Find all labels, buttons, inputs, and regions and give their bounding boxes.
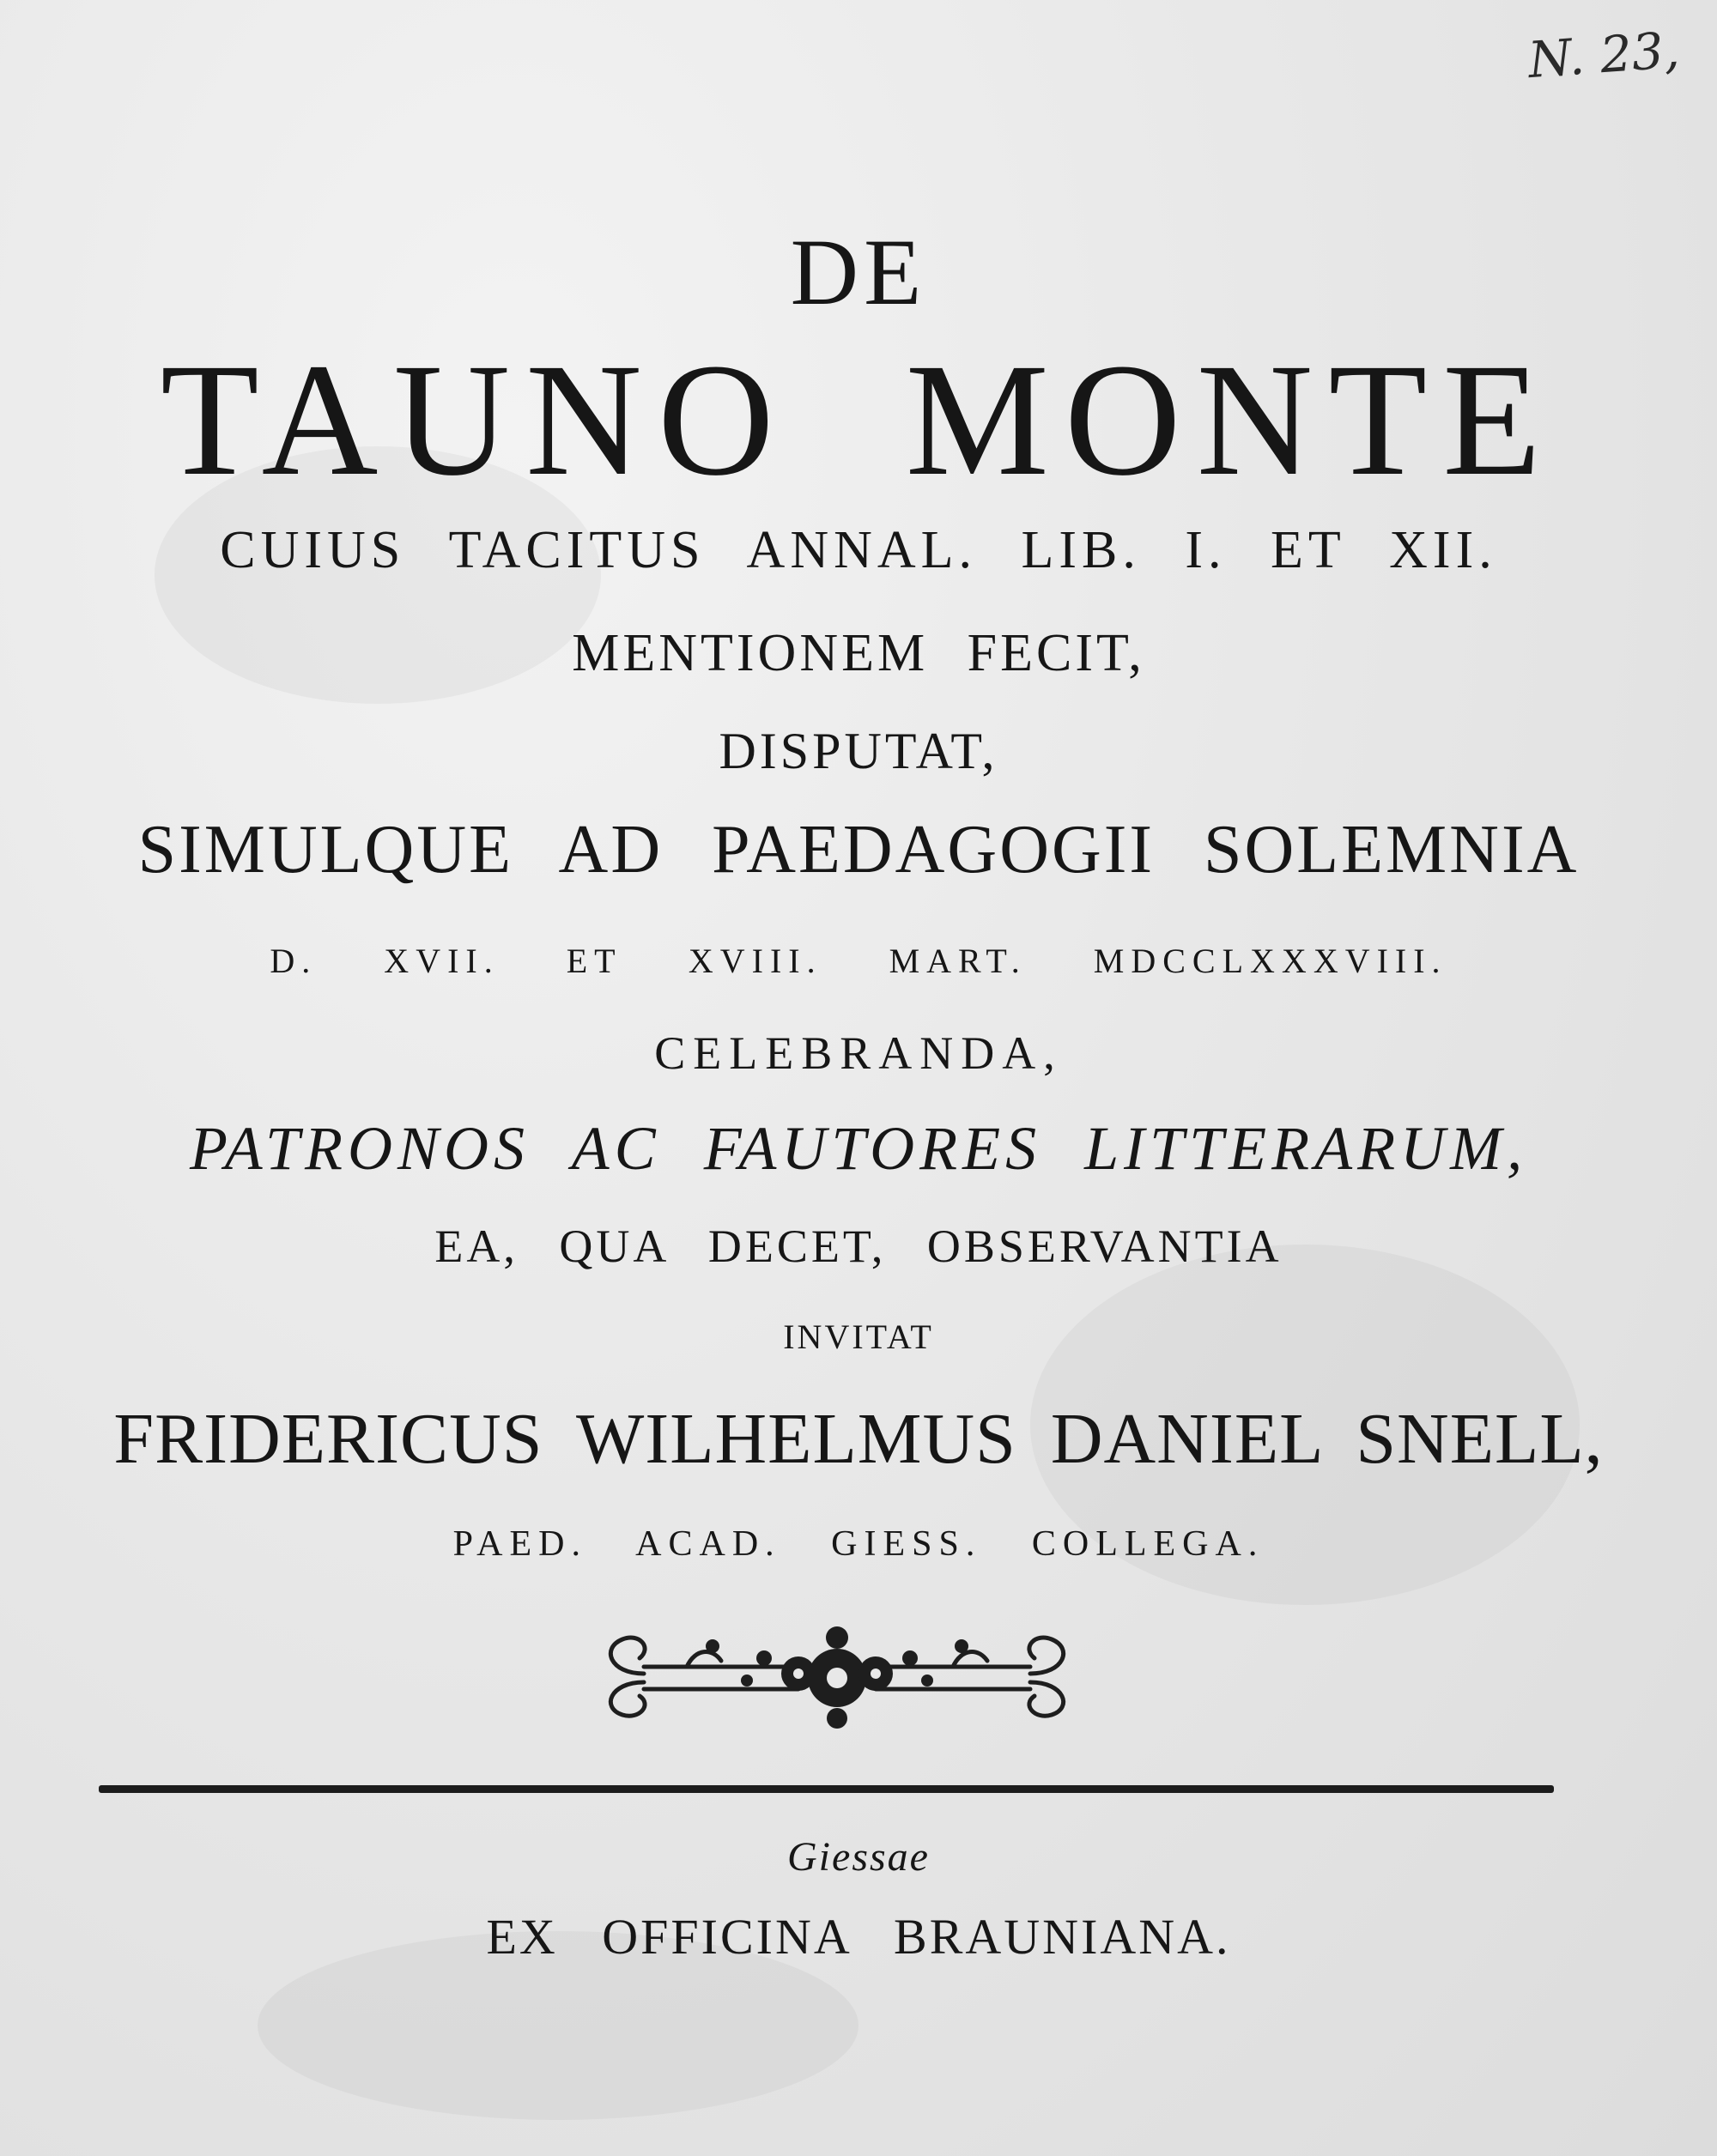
shelf-mark: N. 23, xyxy=(1526,20,1682,90)
subtitle-invitat: INVITAT xyxy=(783,1317,934,1356)
author-name: FRIDERICUS WILHELMUS DANIEL SNELL, xyxy=(113,1399,1604,1479)
subtitle-simulque: SIMULQUE AD PAEDAGOGII SOLEMNIA xyxy=(137,812,1580,887)
subtitle-patronos: PATRONOS AC FAUTORES LITTERARUM, xyxy=(189,1114,1528,1183)
event-date: D. XVII. ET XVIII. MART. MDCCLXXXVIII. xyxy=(270,942,1447,980)
imprint-place: Giessae xyxy=(787,1834,930,1880)
title-prefix: DE xyxy=(790,220,927,324)
horizontal-rule xyxy=(99,1785,1554,1793)
subtitle-celebranda: CELEBRANDA, xyxy=(654,1027,1063,1079)
subtitle-mentionem: MENTIONEM FECIT, xyxy=(572,624,1145,682)
subtitle-disputat: DISPUTAT, xyxy=(719,723,998,779)
author-affiliation: PAED. ACAD. GIESS. COLLEGA. xyxy=(452,1524,1265,1564)
imprint-printer: EX OFFICINA BRAUNIANA. xyxy=(486,1909,1231,1965)
subtitle-ea-qua: EA, QUA DECET, OBSERVANTIA xyxy=(434,1220,1283,1272)
main-title: TAUNO MONTE xyxy=(160,330,1557,509)
subtitle-cuius: CUIUS TACITUS ANNAL. LIB. I. ET XII. xyxy=(220,521,1497,579)
floral-vignette-icon xyxy=(592,1614,1082,1734)
